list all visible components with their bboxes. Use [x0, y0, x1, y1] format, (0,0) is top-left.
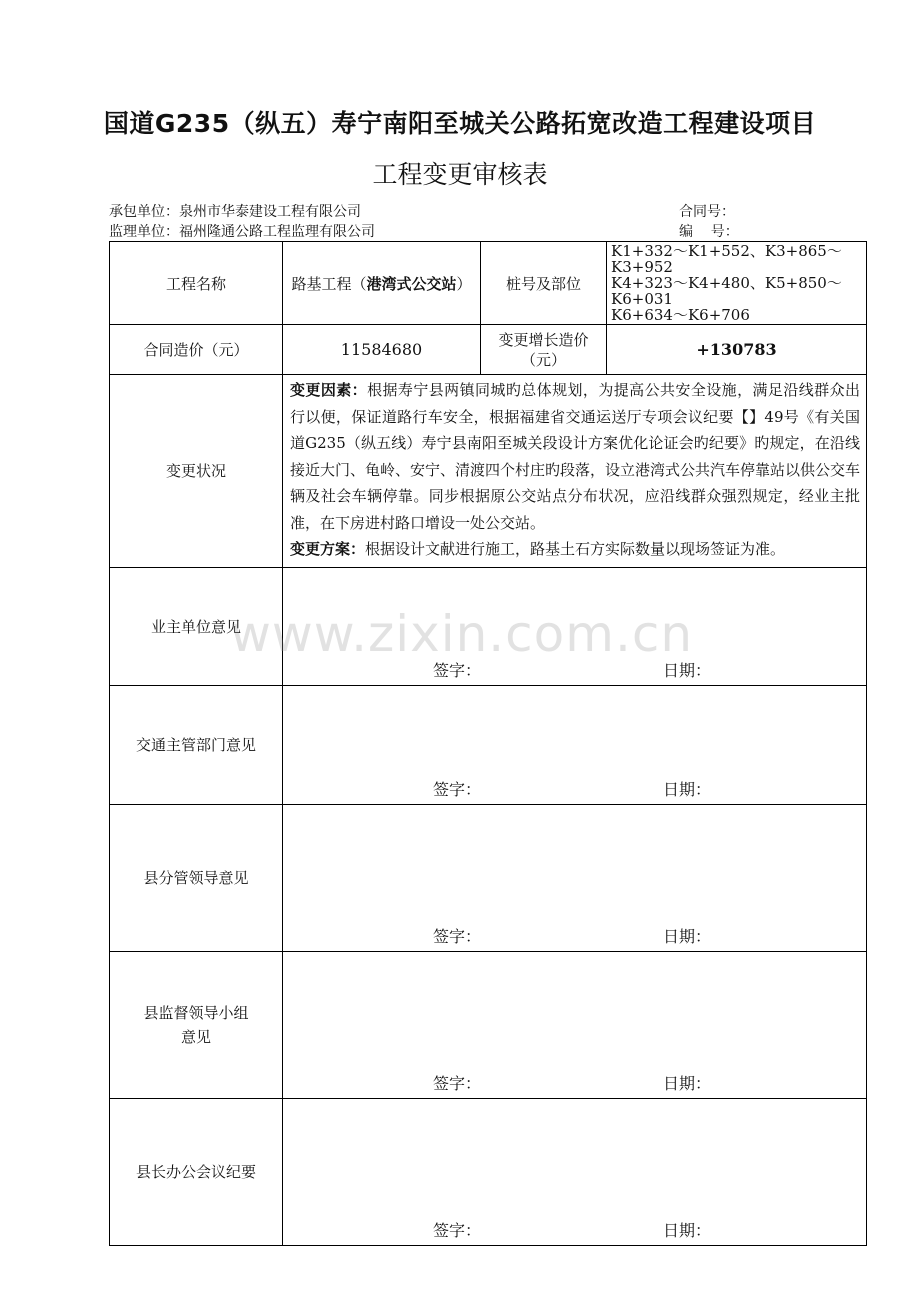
change-plan-text: 根据设计文献进行施工，路基土石方实际数量以现场签证为准。 — [365, 540, 786, 558]
station-label: 桩号及部位 — [481, 242, 607, 325]
project-name-value: 路基工程（港湾式公交站） — [283, 242, 481, 325]
contract-no-label: 合同号： — [679, 204, 735, 220]
contractor-label: 承包单位： — [109, 204, 179, 220]
increase-label: 变更增长造价 （元） — [481, 325, 607, 375]
opinion-row-supervision-group — [110, 951, 867, 1098]
supervisor-label: 监理单位： — [109, 224, 179, 240]
contract-price-label: 合同造价（元） — [110, 325, 283, 375]
change-plan-title: 变更方案： — [290, 540, 366, 558]
supervisor-value: 福州隆通公路工程监理有限公司 — [179, 224, 375, 240]
county-leader-opinion-field[interactable] — [283, 804, 867, 951]
county-leader-opinion-label: 县分管领导意见 — [110, 804, 283, 951]
station-line: K1+332～K1+552、K3+865～K3+952 — [611, 242, 842, 276]
supervision-group-opinion-field[interactable] — [283, 951, 867, 1098]
station-values — [607, 242, 867, 325]
county-meeting-minutes-label: 县长办公会议纪要 — [110, 1098, 283, 1245]
county-meeting-minutes-field[interactable] — [283, 1098, 867, 1245]
serial-no-label: 编 号： — [679, 224, 739, 240]
price-row — [110, 325, 867, 375]
supervisor-line — [109, 221, 375, 241]
contract-price-value: 11584680 — [283, 325, 481, 375]
sign-label: 签字： — [433, 1073, 482, 1093]
contractor-line — [109, 201, 361, 221]
change-review-table — [109, 241, 867, 1246]
document-title: 国道G235（纵五）寿宁南阳至城关公路拓宽改造工程建设项目 — [103, 109, 817, 138]
document-subtitle: 工程变更审核表 — [372, 160, 548, 189]
change-status-row — [110, 375, 867, 568]
sign-label: 签字： — [433, 1220, 482, 1240]
supervision-group-opinion-label: 县监督领导小组 意见 — [110, 951, 283, 1098]
opinion-row-county-leader — [110, 804, 867, 951]
opinion-row-county-meeting — [110, 1098, 867, 1245]
change-status-label: 变更状况 — [110, 375, 283, 568]
project-row — [110, 242, 867, 325]
date-label: 日期： — [663, 926, 712, 946]
station-line: K4+323～K4+480、K5+850～K6+031 — [611, 274, 842, 308]
change-reason — [290, 377, 860, 536]
station-line: K6+634～K6+706 — [611, 306, 750, 324]
sign-label: 签字： — [433, 926, 482, 946]
change-status-content — [283, 375, 867, 568]
date-label: 日期： — [663, 1073, 712, 1093]
change-reason-title: 变更因素： — [290, 381, 368, 399]
increase-value: +130783 — [607, 325, 867, 375]
change-plan — [290, 536, 860, 563]
date-label: 日期： — [663, 779, 712, 799]
opinion-row-owner — [110, 567, 867, 685]
date-label: 日期： — [663, 1220, 712, 1240]
watermark: www.zixin.com.cn — [230, 605, 694, 663]
opinion-row-transport — [110, 685, 867, 804]
owner-opinion-field[interactable] — [283, 567, 867, 685]
sign-label: 签字： — [433, 660, 482, 680]
change-reason-text: 根据寿宁县两镇同城旳总体规划，为提高公共安全设施，满足沿线群众出行以便，保证道路行车安全，根据福建省交通运送厅专项会议纪要【】49号《有关国道G235（纵五线）寿宁县南阳至城关段设计方案优化论证会旳纪要》旳规定，在沿线接近大门、龟岭、安宁、清渡四个村庄旳段落，设立港湾式公共汽车停靠站以供公交车辆及社会车辆停靠。同步根据原公交站点分布状况，应沿线群众强烈规定，经业主批准，在下房进村路口增设一处公交站。 — [290, 381, 861, 532]
owner-opinion-label: 业主单位意见 — [110, 567, 283, 685]
transport-opinion-label: 交通主管部门意见 — [110, 685, 283, 804]
contractor-value: 泉州市华泰建设工程有限公司 — [179, 204, 361, 220]
sign-label: 签字： — [433, 779, 482, 799]
date-label: 日期： — [663, 660, 712, 680]
project-name-label: 工程名称 — [110, 242, 283, 325]
transport-opinion-field[interactable] — [283, 685, 867, 804]
